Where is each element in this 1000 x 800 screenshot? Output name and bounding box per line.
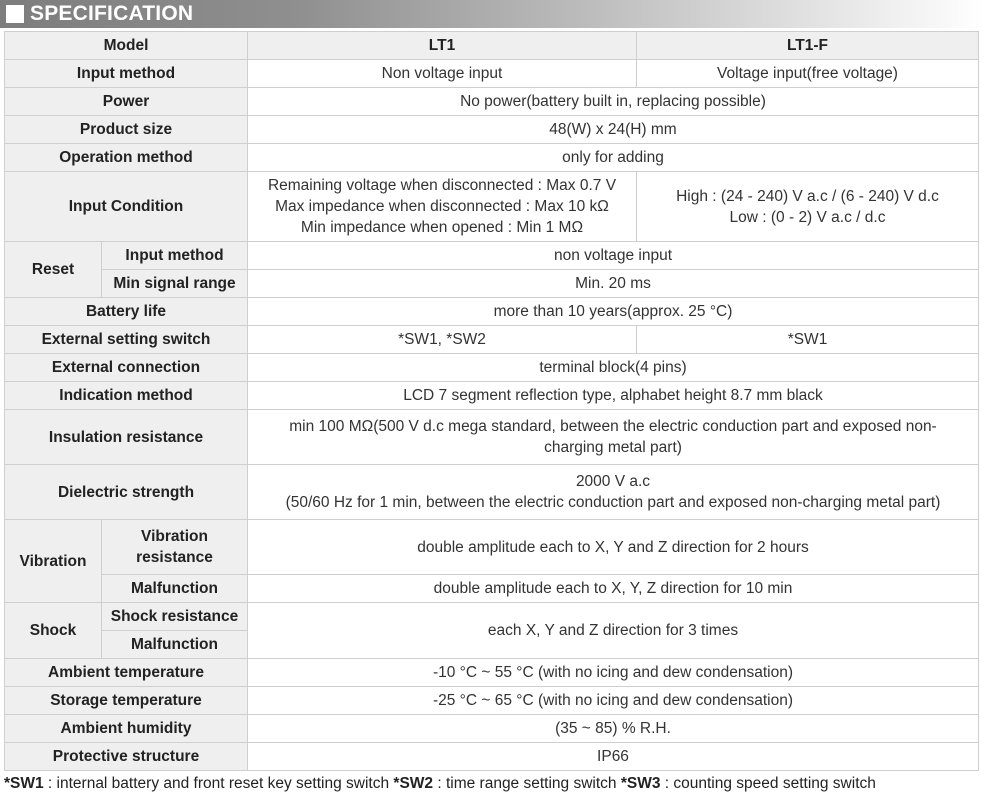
square-bullet-icon <box>6 5 24 23</box>
shock-resistance-label: Shock resistance <box>102 603 248 631</box>
table-row <box>5 60 979 88</box>
section-banner <box>0 0 985 28</box>
external-setting-switch-lt1f: *SW1 <box>637 326 979 354</box>
dielectric-strength-value <box>248 465 979 520</box>
footnote-sw1-text: : internal battery and front reset key setting switch <box>43 775 394 792</box>
input-method-label: Input method <box>5 60 248 88</box>
table-row <box>5 172 979 242</box>
insulation-resistance-value <box>248 410 979 465</box>
table-row <box>5 326 979 354</box>
ambient-humidity-label: Ambient humidity <box>5 715 248 743</box>
specification-table <box>4 31 979 771</box>
table-row <box>5 659 979 687</box>
table-row <box>5 743 979 771</box>
input-condition-lt1-line: Max impedance when disconnected : Max 10 kΩ <box>275 198 609 215</box>
table-row <box>5 88 979 116</box>
vibration-label: Vibration <box>5 520 102 603</box>
insulation-resistance-line: min 100 MΩ(500 V d.c mega standard, between the electric conduction part and exposed non- <box>289 418 937 435</box>
table-row <box>5 687 979 715</box>
vibration-resistance-label-line: resistance <box>136 549 213 566</box>
table-row <box>5 715 979 743</box>
reset-input-method-label: Input method <box>102 242 248 270</box>
input-condition-lt1f-line: Low : (0 - 2) V a.c / d.c <box>729 208 886 226</box>
protective-structure-label: Protective structure <box>5 743 248 771</box>
shock-malfunction-label: Malfunction <box>102 631 248 659</box>
external-setting-switch-label: External setting switch <box>5 326 248 354</box>
vibration-malfunction-value: double amplitude each to X, Y, Z direction for 10 min <box>248 575 979 603</box>
dielectric-strength-label: Dielectric strength <box>5 465 248 520</box>
table-row <box>5 144 979 172</box>
indication-method-label: Indication method <box>5 382 248 410</box>
vibration-resistance-label <box>102 520 248 575</box>
insulation-resistance-line: charging metal part) <box>544 439 682 456</box>
reset-label: Reset <box>5 242 102 298</box>
power-value: No power(battery built in, replacing possible) <box>248 88 979 116</box>
table-row <box>5 410 979 465</box>
input-condition-lt1-line: Min impedance when opened : Min 1 MΩ <box>300 219 584 236</box>
power-label: Power <box>5 88 248 116</box>
table-row <box>5 465 979 520</box>
vibration-resistance-label-line: Vibration <box>141 528 208 545</box>
table-row <box>5 298 979 326</box>
insulation-resistance-label: Insulation resistance <box>5 410 248 465</box>
input-condition-lt1f <box>637 172 979 242</box>
footnote-sw2-key: *SW2 <box>393 775 434 792</box>
footnote <box>4 775 876 793</box>
reset-input-method-value: non voltage input <box>248 242 979 270</box>
footnote-sw3-text: : counting speed setting switch <box>660 775 876 792</box>
vibration-malfunction-label: Malfunction <box>102 575 248 603</box>
storage-temperature-label: Storage temperature <box>5 687 248 715</box>
table-row <box>5 603 979 631</box>
shock-label: Shock <box>5 603 102 659</box>
ambient-temperature-value: -10 °C ~ 55 °C (with no icing and dew condensation) <box>248 659 979 687</box>
model-lt1f-header: LT1-F <box>637 32 979 60</box>
external-connection-value: terminal block(4 pins) <box>248 354 979 382</box>
table-row <box>5 520 979 575</box>
input-condition-label: Input Condition <box>5 172 248 242</box>
external-setting-switch-lt1: *SW1, *SW2 <box>248 326 637 354</box>
table-row <box>5 242 979 270</box>
footnote-sw2-text: : time range setting switch <box>433 775 621 792</box>
table-row <box>5 575 979 603</box>
vibration-resistance-value: double amplitude each to X, Y and Z direction for 2 hours <box>248 520 979 575</box>
operation-method-value: only for adding <box>248 144 979 172</box>
input-method-lt1: Non voltage input <box>248 60 637 88</box>
footnote-sw3-key: *SW3 <box>620 775 661 792</box>
section-title: SPECIFICATION <box>30 2 194 25</box>
dielectric-strength-line: (50/60 Hz for 1 min, between the electric conduction part and exposed non-charging metal part) <box>285 494 941 511</box>
input-condition-lt1-line: Remaining voltage when disconnected : Max 0.7 V <box>267 177 617 194</box>
ambient-temperature-label: Ambient temperature <box>5 659 248 687</box>
ambient-humidity-value: (35 ~ 85) % R.H. <box>248 715 979 743</box>
dielectric-strength-line: 2000 V a.c <box>575 473 651 490</box>
table-row <box>5 270 979 298</box>
protective-structure-value: IP66 <box>248 743 979 771</box>
model-label: Model <box>5 32 248 60</box>
model-lt1-header: LT1 <box>248 32 637 60</box>
footnote-sw1-key: *SW1 <box>4 775 44 792</box>
input-condition-lt1f-line: High : (24 - 240) V a.c / (6 - 240) V d.c <box>676 187 939 205</box>
product-size-label: Product size <box>5 116 248 144</box>
input-condition-lt1 <box>248 172 637 242</box>
table-row <box>5 382 979 410</box>
product-size-value: 48(W) x 24(H) mm <box>248 116 979 144</box>
table-row <box>5 354 979 382</box>
reset-min-signal-label: Min signal range <box>102 270 248 298</box>
external-connection-label: External connection <box>5 354 248 382</box>
table-row <box>5 116 979 144</box>
table-row <box>5 32 979 60</box>
battery-life-value: more than 10 years(approx. 25 °C) <box>248 298 979 326</box>
reset-min-signal-value: Min. 20 ms <box>248 270 979 298</box>
battery-life-label: Battery life <box>5 298 248 326</box>
storage-temperature-value: -25 °C ~ 65 °C (with no icing and dew condensation) <box>248 687 979 715</box>
indication-method-value: LCD 7 segment reflection type, alphabet height 8.7 mm black <box>248 382 979 410</box>
operation-method-label: Operation method <box>5 144 248 172</box>
input-method-lt1f: Voltage input(free voltage) <box>637 60 979 88</box>
shock-value: each X, Y and Z direction for 3 times <box>248 603 979 659</box>
